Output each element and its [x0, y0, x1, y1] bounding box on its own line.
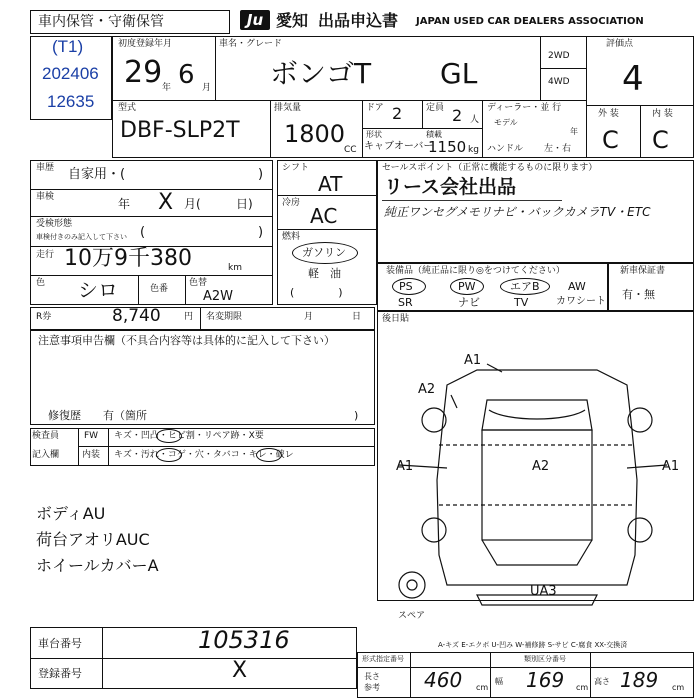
chassis-no: 105316 [198, 626, 290, 654]
receiving-open: ( [140, 225, 146, 240]
damage-a1-top: A1 [464, 353, 482, 368]
ac-label: 冷房 [282, 198, 301, 208]
shape: キャブオーバー [364, 141, 434, 152]
fuel-paren: ( ) [290, 286, 343, 299]
mileage-label: 走行 [36, 250, 55, 260]
note-line-1: ボディAU [36, 504, 106, 523]
model-code-label: 型式 [118, 103, 137, 113]
first-reg-year: 29 [124, 55, 163, 90]
auction-name: 愛知 [276, 11, 309, 30]
receiving-label: 受検形態 [36, 219, 73, 229]
doors-label: ドア [366, 103, 384, 113]
height-label: 高さ [594, 677, 610, 686]
load: 1150 [428, 138, 467, 156]
new-warranty-label: 新車保証書 [620, 266, 666, 276]
width-label: 幅 [495, 677, 503, 686]
model-grade-label: 車名・グレード [219, 39, 283, 49]
displacement-label: 排気量 [274, 103, 302, 113]
dim-legend: 形式指定番号 [362, 655, 404, 663]
color-no-label: 色番 [150, 284, 169, 294]
reg-no-mark: X [232, 658, 248, 683]
check-int-items: キズ・汚れ・コゲ・穴・タバコ・キレ・破レ [114, 450, 294, 460]
recycle-row [30, 307, 375, 330]
notes-label: 注意事項申告欄（不具合内容等は具体的に記入して下さい） [38, 334, 335, 347]
history-value: 自家用・( [68, 167, 126, 182]
cc-label: CC [344, 145, 357, 155]
mileage: 10万9千380 [64, 246, 192, 271]
eq-tv: TV [514, 296, 529, 309]
first-reg-month: 6 [178, 60, 195, 90]
damage-ua3: UA3 [530, 584, 557, 599]
handle-lr: 左・右 [544, 144, 572, 154]
kg-label: kg [468, 145, 479, 155]
grade: GL [440, 57, 478, 90]
width-value: 169 [526, 668, 565, 692]
exterior-grade: C [602, 126, 619, 154]
note-line-2: 荷台アオリAUC [36, 530, 150, 549]
check-fw-items: キズ・凹凸・ヒビ割・リペア跡・X要 [114, 431, 264, 441]
cm-1: cm [476, 683, 489, 692]
first-reg-label: 初度登録年月 [118, 39, 173, 49]
eq-pw: PW [458, 280, 476, 293]
person-unit: 人 [470, 115, 480, 125]
interior-label: 内 装 [652, 109, 673, 119]
check-mark-1 [156, 429, 182, 443]
car-name: ボンゴT [270, 57, 372, 90]
score-label: 評価点 [606, 39, 634, 49]
dealer-parallel-label: ディーラー・並 行 [487, 103, 562, 113]
check-fw: FW [84, 431, 99, 441]
selling-point-sub: 純正ワンセグメモリナビ・バックカメラTV・ETC [384, 205, 651, 219]
2wd-label: 2WD [548, 51, 570, 61]
color-code: A2W [203, 289, 234, 304]
repair-close: ) [354, 409, 359, 422]
load-label: 積載 [426, 130, 442, 139]
dim-spare: 類別区分番号 [524, 655, 566, 663]
damage-a1-right: A1 [662, 459, 680, 474]
insp-mark: X [158, 190, 174, 215]
4wd-label: 4WD [548, 77, 570, 87]
reg-no-label: 登録番号 [38, 667, 82, 680]
year-unit: 年 [162, 83, 172, 93]
model-code: DBF-SLP2T [120, 118, 240, 143]
insp-day: 日) [236, 197, 253, 211]
equipment-label: 装備品（純正品に限り◎をつけてください） [386, 266, 565, 276]
history-label: 車歴 [36, 163, 55, 173]
height-value: 189 [620, 668, 659, 692]
form-title-en: JAPAN USED CAR DEALERS ASSOCIATION [416, 16, 644, 27]
name-change-label: 名変期限 [206, 312, 243, 322]
inspector-label: 検査員 [32, 431, 60, 441]
lot-line-3: 12635 [47, 92, 95, 111]
receiving-close: ) [258, 225, 264, 240]
car-damage-diagram [377, 330, 694, 620]
damage-a1-left: A1 [396, 459, 414, 474]
insp-year: 年 [118, 197, 131, 211]
eq-aw: AW [568, 280, 586, 293]
cm-3: cm [672, 683, 685, 692]
lot-line-1: (T1) [52, 37, 84, 56]
length-label: 長さ [364, 672, 380, 681]
nc-month: 月 [304, 312, 314, 322]
note-line-3: ホイールカバーA [36, 556, 159, 575]
selling-points-label: セールスポイント（正常に機能するものに限ります） [382, 163, 598, 173]
capacity-label: 定員 [426, 103, 445, 113]
insp-month: 月( [184, 197, 201, 211]
check-mark-3 [256, 448, 282, 462]
lot-line-2: 202406 [42, 64, 99, 83]
check-mark-2 [156, 448, 182, 462]
eq-cassette: カワシート [556, 296, 606, 307]
damage-a2-left: A2 [418, 382, 436, 397]
interior-grade: C [652, 126, 669, 154]
eq-sr: SR [398, 296, 413, 309]
model-year-label: モデル [494, 118, 518, 127]
color-change-label: 色替 [189, 278, 208, 288]
recycle-label: R券 [36, 312, 52, 322]
color-label: 色 [36, 278, 46, 288]
exterior-label: 外 装 [598, 109, 619, 119]
shift-label: シフト [282, 163, 310, 173]
displacement: 1800 [284, 120, 346, 148]
entry-label: 記入欄 [32, 450, 60, 460]
repair-history-label: 修復歴 有（箇所 [48, 409, 147, 422]
eq-navi: ナビ [458, 296, 480, 309]
yen-label: 円 [184, 312, 194, 322]
model-year-unit: 年 [570, 127, 578, 136]
capacity: 2 [452, 106, 463, 125]
recycle-value: 8,740 [112, 306, 161, 326]
selling-point-main: リース会社出品 [384, 176, 517, 198]
shape-label: 形状 [366, 130, 382, 139]
form-title: 出品申込書 [318, 11, 399, 30]
spare-label: スペア [398, 611, 426, 621]
fuel-label: 燃料 [282, 232, 301, 242]
stamp-label: 車内保管・守衛保管 [38, 14, 164, 30]
eq-ps: PS [399, 280, 413, 293]
color: シロ [78, 278, 118, 302]
score-value: 4 [622, 59, 644, 99]
check-int: 内装 [82, 450, 101, 460]
ac: AC [310, 204, 338, 228]
receiving-note: 車検付きのみ記入して下さい [36, 233, 127, 241]
inspection-label: 車検 [36, 192, 55, 202]
eq-aircon: エアB [510, 280, 540, 293]
remarks-label: 後日貼 [382, 314, 410, 324]
warranty-yes-no: 有・無 [622, 288, 655, 301]
month-unit: 月 [202, 83, 212, 93]
shift: AT [318, 172, 343, 196]
chassis-no-label: 車台番号 [38, 637, 82, 650]
cm-2: cm [576, 683, 589, 692]
gasoline-label: ガソリン [302, 246, 346, 259]
handle-label: ハンドル [487, 144, 524, 154]
history-close: ) [258, 167, 264, 182]
ref-label: 参考 [364, 683, 380, 692]
km-label: km [228, 263, 242, 273]
nc-day: 日 [352, 312, 362, 322]
doors: 2 [392, 104, 403, 123]
damage-a2-center: A2 [532, 459, 550, 474]
diesel-label: 軽 油 [308, 267, 341, 280]
damage-legend: A-キズ E-エクボ U-凹み W-補修跡 S-サビ C-腐食 XX-交換済 [438, 641, 628, 649]
length-value: 460 [424, 668, 463, 692]
ju-logo: Ju [240, 10, 270, 30]
